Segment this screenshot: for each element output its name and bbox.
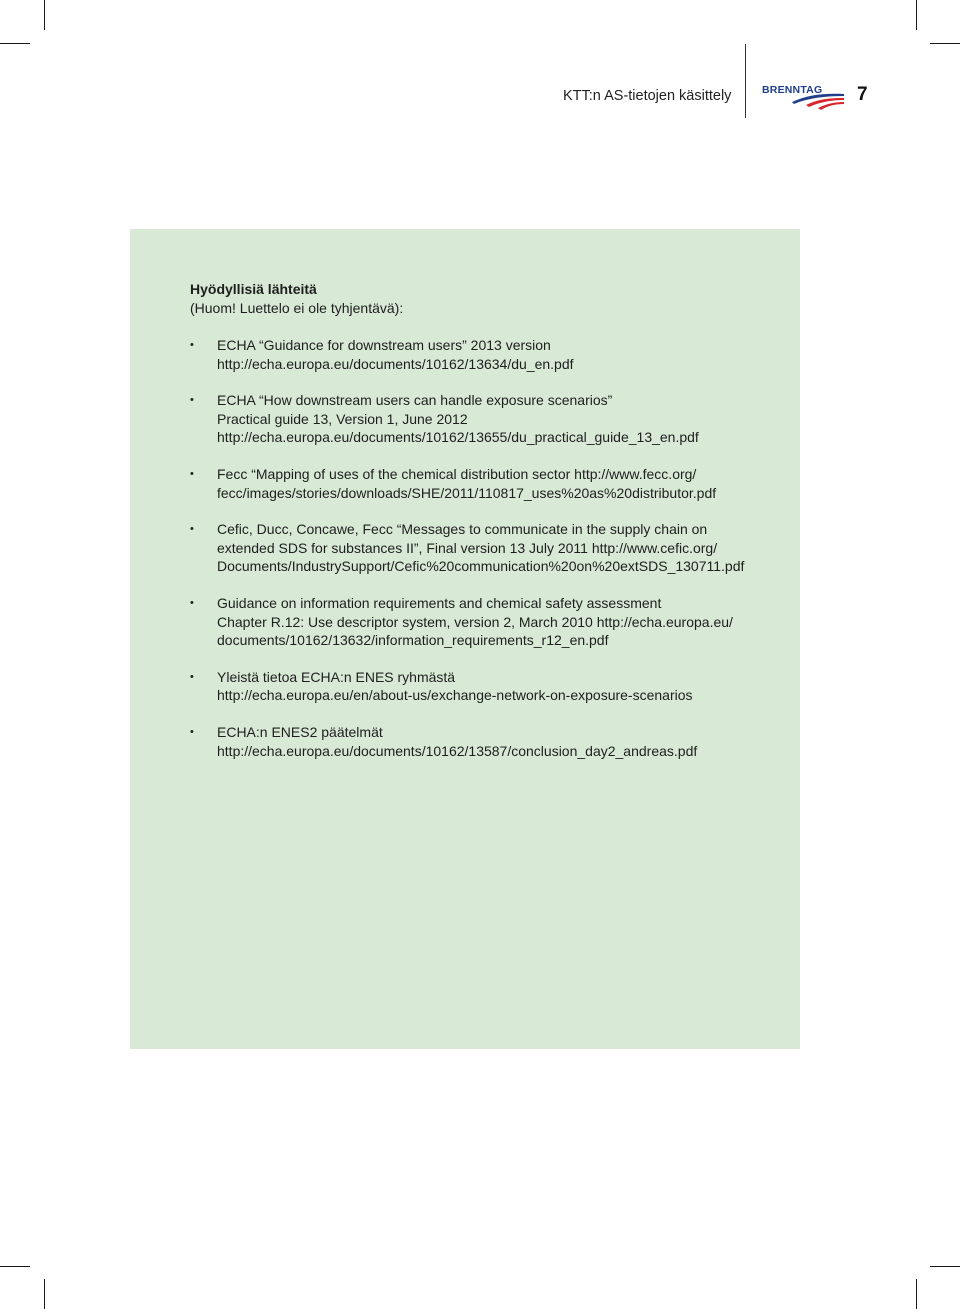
reference-text: ECHA:n ENES2 päätelmät bbox=[217, 723, 383, 740]
reference-link[interactable]: fecc/images/stories/downloads/SHE/2011/110817_uses%20as%20distributor.pdf bbox=[217, 484, 717, 501]
reference-text: Practical guide 13, Version 1, June 2012 bbox=[217, 410, 468, 427]
bullet-icon: • bbox=[190, 523, 194, 536]
list-item bbox=[190, 391, 790, 447]
crop-mark-bottom-left-vertical bbox=[44, 1279, 45, 1309]
crop-mark-bottom-left-horizontal bbox=[0, 1266, 30, 1267]
crop-mark-bottom-right-vertical bbox=[916, 1279, 917, 1309]
reference-link[interactable]: documents/10162/13632/information_requirements_r12_en.pdf bbox=[217, 632, 609, 649]
reference-text: ECHA “Guidance for downstream users” 2013 version bbox=[217, 337, 551, 353]
bullet-icon: • bbox=[190, 467, 194, 480]
list-item bbox=[190, 465, 790, 502]
crop-mark-top-left-vertical bbox=[44, 0, 45, 30]
logo-swoosh-icon bbox=[762, 86, 846, 110]
bullet-icon: • bbox=[190, 596, 194, 609]
bullet-icon: • bbox=[190, 394, 194, 407]
crop-mark-top-right-vertical bbox=[916, 0, 917, 30]
reference-link[interactable]: http://echa.europa.eu/documents/10162/13655/du_practical_guide_13_en.pdf bbox=[217, 429, 699, 446]
logo-wordmark: BRENNTAG bbox=[762, 84, 823, 96]
panel-heading: Hyödyllisiä lähteitä bbox=[190, 281, 317, 297]
page-number: 7 bbox=[857, 84, 868, 105]
reference-text: Cefic, Ducc, Concawe, Fecc “Messages to communicate in the supply chain on bbox=[217, 521, 708, 538]
reference-text: extended SDS for substances II”, Final version 13 July 2011 http://www.cefic.org/ bbox=[217, 539, 718, 556]
crop-mark-bottom-right-horizontal bbox=[930, 1266, 960, 1267]
reference-text: Chapter R.12: Use descriptor system, version 2, March 2010 http://echa.europa.eu/ bbox=[217, 613, 733, 630]
list-item bbox=[190, 520, 790, 576]
list-item bbox=[190, 723, 790, 760]
running-header-title: KTT:n AS-tietojen käsittely bbox=[563, 88, 732, 104]
bullet-icon: • bbox=[190, 339, 194, 351]
reference-text: Guidance on information requirements and chemical safety assessment bbox=[217, 594, 662, 611]
brenntag-logo bbox=[762, 84, 846, 108]
bullet-icon: • bbox=[190, 670, 194, 683]
list-item bbox=[190, 336, 790, 373]
reference-list bbox=[190, 336, 790, 778]
header-divider bbox=[745, 44, 746, 118]
panel-subheading: (Huom! Luettelo ei ole tyhjentävä): bbox=[190, 300, 404, 316]
reference-link[interactable]: Documents/IndustrySupport/Cefic%20communication%20on%20extSDS_130711.pdf bbox=[217, 558, 745, 575]
bullet-icon: • bbox=[190, 725, 194, 738]
reference-text: ECHA “How downstream users can handle exposure scenarios” bbox=[217, 392, 613, 409]
crop-mark-top-right-horizontal bbox=[930, 43, 960, 44]
reference-text: Fecc “Mapping of uses of the chemical distribution sector http://www.fecc.org/ bbox=[217, 465, 697, 482]
crop-mark-top-left-horizontal bbox=[0, 43, 30, 44]
list-item bbox=[190, 668, 790, 705]
reference-link[interactable]: http://echa.europa.eu/documents/10162/13587/conclusion_day2_andreas.pdf bbox=[217, 742, 698, 759]
useful-sources-panel bbox=[130, 229, 800, 1049]
list-item bbox=[190, 594, 790, 650]
reference-link[interactable]: http://echa.europa.eu/documents/10162/13634/du_en.pdf bbox=[217, 355, 574, 372]
reference-text: Yleistä tietoa ECHA:n ENES ryhmästä bbox=[217, 668, 456, 685]
reference-link[interactable]: http://echa.europa.eu/en/about-us/exchange-network-on-exposure-scenarios bbox=[217, 687, 693, 704]
